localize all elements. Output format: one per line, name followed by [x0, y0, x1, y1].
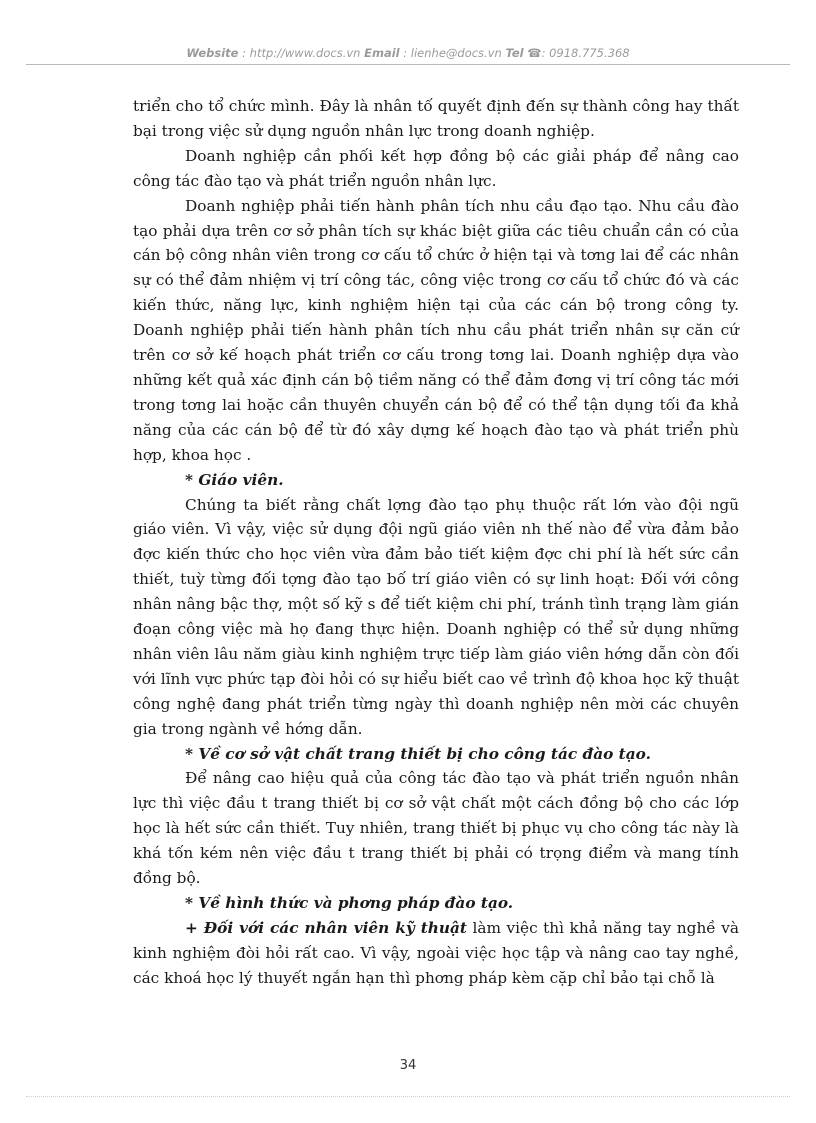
- email-label: Email: [364, 46, 400, 60]
- website-label: Website: [186, 46, 239, 60]
- section-heading: * Giáo viên.: [185, 470, 284, 489]
- paragraph: [133, 916, 739, 991]
- paragraph: Để nâng cao hiệu quả của công tác đào tạo và phát triển nguồn nhân lực thì việc đầu t trang thiết bị cơ sở vật chất một cách đồng bộ cho các lớp học là hết sức cần thiết. Tuy nhiên, trang thiết bị phục vụ cho công tác này là khá tốn kém nên việc đầu t trang thiết bị phải có trọng điểm và mang tính đồng bộ.: [133, 769, 739, 888]
- section-heading: * Về cơ sở vật chất trang thiết bị cho công tác đào tạo.: [185, 744, 651, 763]
- paragraph-text: làm việc thì khả năng tay nghề và kinh nghiệm đòi hỏi rất cao. Vì vậy, ngoài việc học tập và nâng cao tay nghề, các khoá học lý thuyết ngắn hạn thì phơng pháp kèm cặp chỉ bảo tại chỗ là: [133, 918, 739, 987]
- page-number: 34: [399, 1058, 417, 1073]
- page-header: Website : http://www.docs.vn Email : lienhe@docs.vn Tel ☎: 0918.775.368: [186, 46, 630, 60]
- lead-in: + Đối với các nhân viên kỹ thuật: [185, 918, 467, 937]
- paragraph: triển cho tổ chức mình. Đây là nhân tố quyết định đến sự thành công hay thất bại trong việc sử dụng nguồn nhân lực trong doanh nghiệp.: [133, 97, 739, 140]
- phone-number: 0918.775.368: [549, 46, 630, 60]
- paragraph: Doanh nghiệp cần phối kết hợp đồng bộ các giải pháp để nâng cao công tác đào tạo và phát triển nguồn nhân lực.: [133, 146, 739, 190]
- footer-divider: [26, 1096, 790, 1097]
- website-url[interactable]: http://www.docs.vn: [249, 46, 361, 60]
- section-heading: * Về hình thức và phơng pháp đào tạo.: [185, 894, 514, 912]
- email-address[interactable]: lienhe@docs.vn: [410, 46, 502, 60]
- phone-icon: ☎: [527, 46, 542, 60]
- paragraph: Chúng ta biết rằng chất lợng đào tạo phụ thuộc rất lớn vào đội ngũ giáo viên. Vì vậy, việc sử dụng đội ngũ giáo viên nh thế nào để vừa đảm bảo đợc kiến thức cho học viên vừa đảm bảo tiết kiệm đợc chi phí là hết sức cần thiết, tuỳ từng đối tợng đào tạo bố trí giáo viên có sự linh hoạt: Đối với công nhân nâng bậc thợ, một số kỹ s để tiết kiệm chi phí, tránh tình trạng làm gián đoạn công việc mà họ đang thực hiện. Doanh nghiệp có thể sử dụng những nhân viên lâu năm giàu kinh nghiệm trực tiếp làm giáo viên hớng dẫn còn đối với lĩnh vực phức tạp đòi hỏi có sự hiểu biết cao về trình độ khoa học kỹ thuật công nghệ đang phát triển từng ngày thì doanh nghiệp nên mời các chuyên gia trong ngành về hớng dẫn.: [133, 495, 739, 738]
- tel-label: Tel: [505, 46, 524, 60]
- paragraph: Doanh nghiệp phải tiến hành phân tích nhu cầu đạo tạo. Nhu cầu đào tạo phải dựa trên cơ sở phân tích sự khác biệt giữa các tiêu chuẩn cần có của cán bộ công nhân viên trong cơ cấu tổ chức ở hiện tại và tơng lai để các nhân sự có thể đảm nhiệm vị trí công tác, công việc trong cơ cấu tổ chức đó và các kiến thức, năng lực, kinh nghiệm hiện tại của các cán bộ trong công ty. Doanh nghiệp phải tiến hành phân tích nhu cầu phát triển nhân sự căn cứ trên cơ sở kế hoạch phát triển cơ cấu trong tơng lai. Doanh nghiệp dựa vào những kết quả xác định cán bộ tiềm năng có thể đảm đơng vị trí công tác mới trong tơng lai hoặc cần thuyên chuyển cán bộ để có thể tận dụng tối đa khả năng của các cán bộ để từ đó xây dựng kế hoạch đào tạo và phát triển phù hợp, khoa học .: [133, 196, 739, 464]
- header-divider: [26, 64, 790, 65]
- document-body: [133, 94, 739, 991]
